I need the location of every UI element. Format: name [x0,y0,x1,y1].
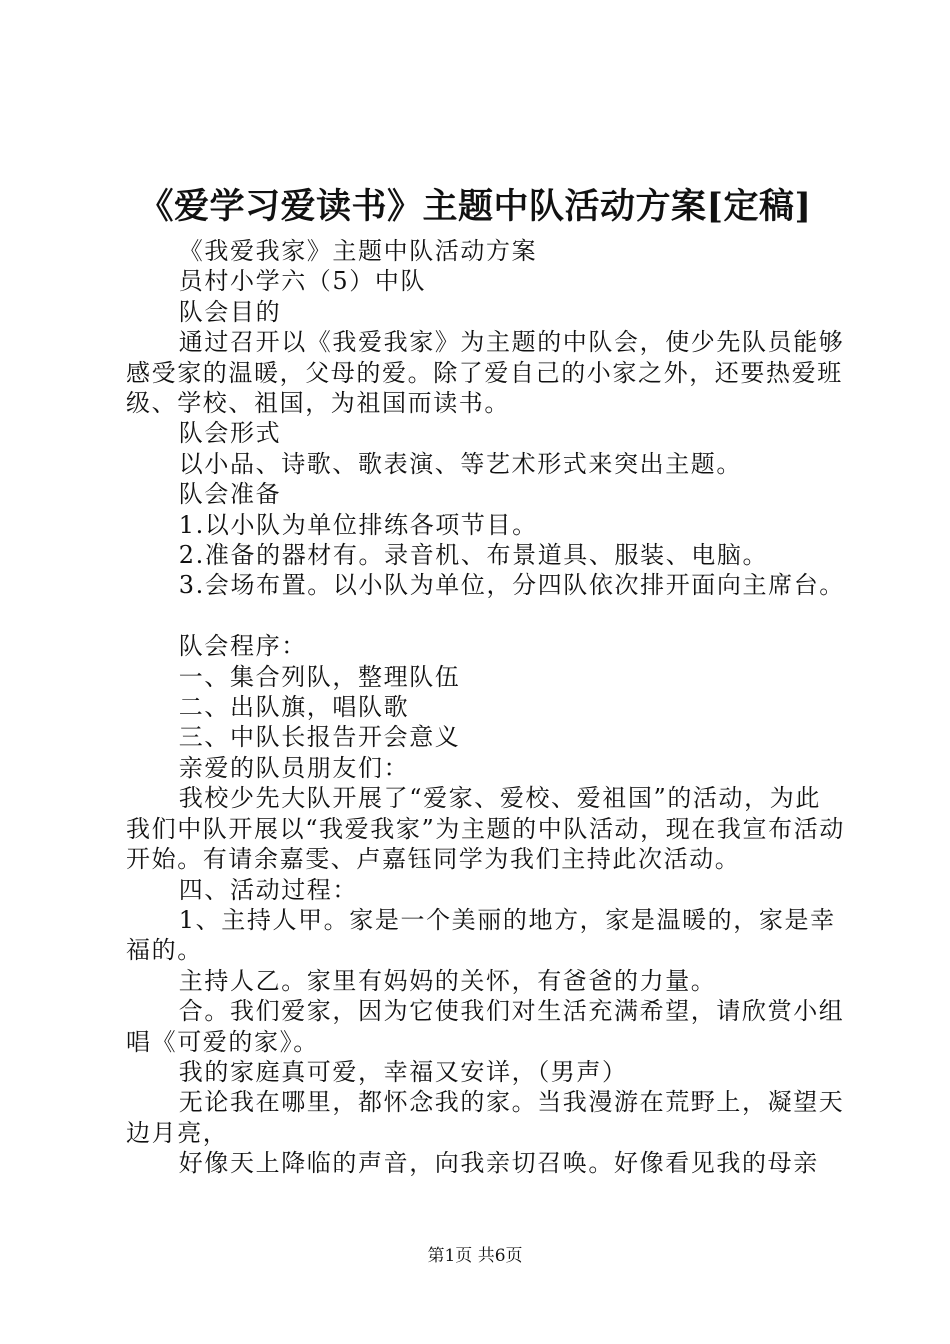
page-number-footer: 第1页 共6页 [427,1246,523,1266]
document-title: 《爱学习爱读书》主题中队活动方案[定稿] [138,186,812,227]
paragraph-lyrics-2: 无论我在哪里，都怀念我的家。当我漫游在荒野上，凝望天边月亮， [126,1088,845,1147]
document-body [126,236,846,1179]
paragraph-step-1: 一、集合列队，整理队伍 [178,662,461,691]
paragraph-step-4: 四、活动过程： [178,875,358,904]
paragraph-greeting: 亲爱的队员朋友们： [178,753,410,782]
paragraph-prep-2: 2.准备的器材有。录音机、布景道具、服装、电脑。 [178,541,769,570]
blank-line [126,601,846,631]
paragraph-step-2: 二、出队旗，唱队歌 [178,693,410,722]
paragraph-purpose: 通过召开以《我爱我家》为主题的中队会，使少先队员能够感受家的温暖，父母的爱。除了爱自己的小家之外，还要热爱班级、学校、祖国，为祖国而读书。 [126,328,845,418]
paragraph-lyrics-1: 我的家庭真可爱，幸福又安详，（男声） [178,1057,628,1086]
paragraph-lyrics-3: 好像天上降临的声音，向我亲切召唤。好像看见我的母亲 [178,1149,819,1178]
paragraph-school: 员村小学六（5）中队 [178,267,427,296]
paragraph-heading-purpose: 队会目的 [178,297,282,326]
paragraph-step-3: 三、中队长报告开会意义 [178,723,461,752]
paragraph-heading-form: 队会形式 [178,419,282,448]
paragraph-subtitle: 《我爱我家》主题中队活动方案 [178,237,538,265]
paragraph-host-a: 1、主持人甲。家是一个美丽的地方，家是温暖的，家是幸福的。 [126,905,836,965]
paragraph-prep-3: 3.会场布置。以小队为单位，分四队依次排开面向主席台。 [178,571,845,600]
paragraph-form: 以小品、诗歌、歌表演、等艺术形式来突出主题。 [178,449,742,478]
paragraph-host-b: 主持人乙。家里有妈妈的关怀，有爸爸的力量。 [178,966,717,995]
paragraph-prep-1: 1.以小队为单位排练各项节目。 [178,510,538,539]
paragraph-together: 合。我们爱家，因为它使我们对生活充满希望，请欣赏小组唱《可爱的家》。 [126,997,845,1056]
paragraph-heading-procedure: 队会程序： [178,632,307,661]
paragraph-opening: 我校少先大队开展了“爱家、爱校、爱祖国”的活动，为此我们中队开展以“我爱我家”为主题的中队活动，现在我宣布活动开始。有请余嘉雯、卢嘉钰同学为我们主持此次活动。 [126,784,845,874]
paragraph-heading-prep: 队会准备 [178,480,282,509]
